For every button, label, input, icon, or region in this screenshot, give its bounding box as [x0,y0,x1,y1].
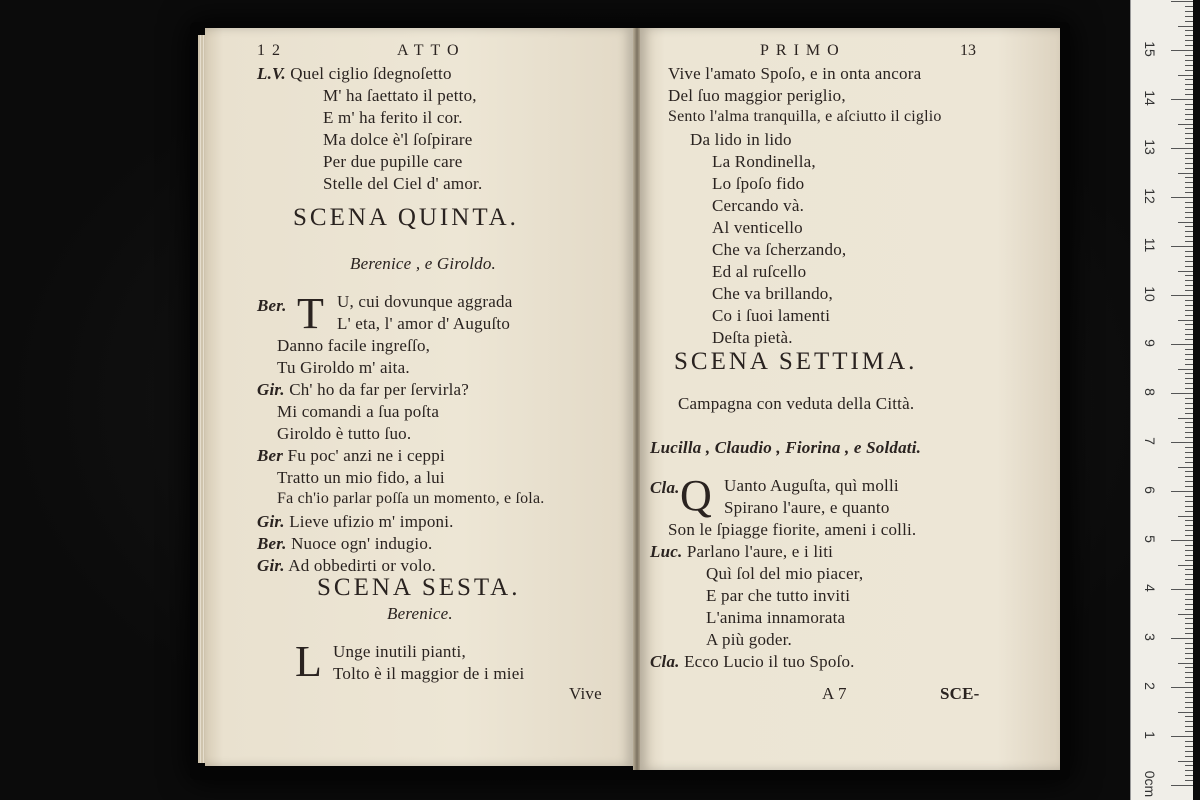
ruler-tick [1185,555,1193,556]
verse-line: Che va ſcherzando, [712,240,847,259]
ruler-label: 10 [1142,286,1158,302]
ruler-label: 4 [1142,584,1158,592]
verse-line: Unge inutili pianti, [333,642,466,661]
ruler-tick [1185,569,1193,570]
verse-line: Spirano l'aure, e quanto [724,498,890,517]
scene-characters: Lucilla , Claudio , Fiorina , e Soldati. [650,438,922,457]
ruler-tick [1185,658,1193,659]
ruler-label: 2 [1142,682,1158,690]
ruler-tick [1185,486,1193,487]
ruler-tick [1185,609,1193,610]
verse-line: Lo ſpoſo fido [712,174,805,193]
verse-line: L'anima innamorata [706,608,846,627]
ruler-tick [1171,442,1193,443]
verse-line: E m' ha ferito il cor. [323,108,463,127]
ruler-tick [1185,677,1193,678]
line-text: Fu poc' anzi ne i ceppi [287,446,445,465]
ruler-tick [1185,217,1193,218]
ruler-tick [1185,119,1193,120]
scene-heading: SCENA SESTA. [317,574,521,601]
ruler-tick [1185,408,1193,409]
ruler-tick [1185,285,1193,286]
ruler-tick [1185,261,1193,262]
ruler-tick [1185,667,1193,668]
ruler-tick [1185,403,1193,404]
ruler-tick [1185,177,1193,178]
ruler-tick [1185,672,1193,673]
ruler-label: 8 [1142,388,1158,396]
ruler-tick [1171,589,1193,590]
ruler-tick [1171,736,1193,737]
line-text: Ch' ho da far per ſervirla? [289,380,469,399]
ruler-tick [1185,187,1193,188]
verse-line [257,512,454,532]
verse-line [257,446,445,466]
ruler-tick [1185,280,1193,281]
ruler-tick [1185,447,1193,448]
drop-cap: L [295,637,322,686]
verse-line [257,534,433,554]
ruler-tick [1185,692,1193,693]
ruler-tick [1185,388,1193,389]
ruler-tick [1185,648,1193,649]
ruler-tick [1185,726,1193,727]
ruler-tick [1185,168,1193,169]
ruler-tick [1185,471,1193,472]
ruler-tick [1171,1,1193,2]
ruler-tick [1185,104,1193,105]
ruler-tick [1185,89,1193,90]
ruler-tick [1185,780,1193,781]
ruler-tick [1185,315,1193,316]
verse-line: U, cui dovunque aggrada [337,292,513,311]
line-text: Ad obbedirti or volo. [288,556,436,575]
ruler-tick [1185,128,1193,129]
ruler-tick [1185,300,1193,301]
verse-line [650,542,833,562]
ruler-label: 1 [1142,731,1158,739]
ruler-tick [1185,481,1193,482]
ruler-tick [1185,45,1193,46]
verse-line [257,380,469,400]
ruler-tick [1185,11,1193,12]
ruler-tick [1185,398,1193,399]
verse-line: Son le ſpiagge fiorite, ameni i colli. [668,520,917,539]
ruler-tick [1185,207,1193,208]
ruler-tick [1185,702,1193,703]
verse-line: M' ha ſaettato il petto, [323,86,477,105]
verse-line: Tu Giroldo m' aita. [277,358,410,377]
ruler-tick [1185,770,1193,771]
ruler-tick [1185,143,1193,144]
ruler-tick [1185,354,1193,355]
ruler-tick [1178,222,1193,223]
right-page-number: 13 [960,42,976,59]
speaker-label: L.V. [257,64,286,83]
left-page [205,28,633,766]
right-page [640,28,1060,770]
ruler-tick [1171,540,1193,541]
ruler-tick [1185,192,1193,193]
ruler-label: 12 [1142,188,1158,204]
ruler-tick [1185,716,1193,717]
verse-line: Fa ch'io parlar poſſa un momento, e ſola. [277,490,545,507]
ruler-tick [1185,775,1193,776]
ruler-label: 9 [1142,339,1158,347]
ruler-tick [1185,364,1193,365]
ruler-tick [1185,721,1193,722]
scene-heading: SCENA SETTIMA. [674,348,918,375]
verse-line: Del ſuo maggior periglio, [668,86,846,105]
ruler-tick [1185,643,1193,644]
speaker-label: Ber. [257,296,287,315]
ruler-label: 14 [1142,90,1158,106]
ruler-tick [1185,530,1193,531]
ruler-tick [1185,511,1193,512]
ruler-tick [1178,75,1193,76]
ruler-tick [1185,349,1193,350]
ruler-tick [1171,295,1193,296]
ruler-tick [1178,516,1193,517]
ruler-tick [1185,765,1193,766]
ruler-tick [1185,266,1193,267]
ruler-tick [1185,731,1193,732]
verse-line: Uanto Auguſta, quì molli [724,476,899,495]
ruler-tick [1185,550,1193,551]
ruler-tick [1185,751,1193,752]
ruler-tick [1185,746,1193,747]
ruler-tick [1171,246,1193,247]
verse-line: Stelle del Ciel d' amor. [323,174,483,193]
verse-line: Sento l'alma tranquilla, e aſciutto il ciglio [668,108,942,125]
ruler-tick [1185,427,1193,428]
ruler-tick [1185,520,1193,521]
ruler-tick [1185,334,1193,335]
verse-line: Cercando và. [712,196,805,215]
verse-line [257,556,436,576]
ruler-tick [1185,476,1193,477]
ruler-tick [1171,785,1193,786]
ruler-tick [1178,320,1193,321]
verse-line: Mi comandi a ſua poſta [277,402,440,421]
ruler-tick [1185,682,1193,683]
ruler-tick [1185,339,1193,340]
ruler-tick [1185,741,1193,742]
verse-line: Per due pupille care [323,152,463,171]
verse-line: Ma dolce è'l ſoſpirare [323,130,473,149]
ruler-tick [1185,236,1193,237]
ruler-label: 15 [1142,41,1158,57]
verse-line: Da lido in lido [690,130,792,149]
verse-line: Che va brillando, [712,284,833,303]
ruler-tick [1185,40,1193,41]
speaker-label: Ber. [257,534,287,553]
ruler-tick [1185,109,1193,110]
ruler-tick [1185,329,1193,330]
ruler-label: 11 [1142,237,1158,253]
ruler-tick [1185,383,1193,384]
ruler-tick [1185,138,1193,139]
verse-line: L' eta, l' amor d' Auguſto [337,314,511,333]
speaker-label: Gir. [257,556,285,575]
ruler-tick [1185,30,1193,31]
ruler-tick [1185,437,1193,438]
ruler-tick [1185,35,1193,36]
ruler-tick [1185,623,1193,624]
verse-line [257,64,452,84]
ruler-tick [1178,467,1193,468]
ruler-tick [1185,60,1193,61]
ruler-tick [1185,241,1193,242]
ruler-tick [1185,202,1193,203]
ruler-tick [1185,70,1193,71]
ruler-tick [1185,21,1193,22]
ruler-tick [1185,256,1193,257]
ruler-tick [1185,251,1193,252]
ruler-tick [1185,633,1193,634]
left-running-head: ATTO [397,42,466,59]
ruler-tick [1185,290,1193,291]
ruler-tick [1171,197,1193,198]
ruler-tick [1171,491,1193,492]
verse-line: Danno facile ingreſſo, [277,336,431,355]
ruler-tick [1185,55,1193,56]
ruler-tick [1185,231,1193,232]
ruler-tick [1185,432,1193,433]
ruler-tick [1178,663,1193,664]
ruler-tick [1185,413,1193,414]
verse-line: Quì ſol del mio piacer, [706,564,864,583]
verse-line: Giroldo è tutto ſuo. [277,424,412,443]
ruler-label: 0cm [1142,770,1158,798]
speaker-label: Ber [257,446,284,465]
ruler-tick [1185,305,1193,306]
ruler-tick [1178,26,1193,27]
drop-cap: Q [680,471,712,520]
verse-line: La Rondinella, [712,152,816,171]
ruler-label: 3 [1142,633,1158,641]
ruler-tick [1185,163,1193,164]
scene-heading: SCENA QUINTA. [293,204,519,231]
ruler-tick [1178,614,1193,615]
catchword: Vive [569,684,602,703]
ruler-tick [1178,712,1193,713]
verse-line: Deſta pietà. [712,328,793,347]
ruler-tick [1185,574,1193,575]
ruler-tick [1171,687,1193,688]
ruler-tick [1185,422,1193,423]
ruler-tick [1178,124,1193,125]
ruler-tick [1185,182,1193,183]
ruler-tick [1178,761,1193,762]
ruler-tick [1185,79,1193,80]
verse-line: Ed al ruſcello [712,262,807,281]
signature-mark: A 7 [822,684,847,703]
verse-line: Co i ſuoi lamenti [712,306,831,325]
ruler-tick [1185,378,1193,379]
ruler-label: 6 [1142,486,1158,494]
ruler-tick [1185,535,1193,536]
ruler-tick [1185,501,1193,502]
ruler-tick [1185,212,1193,213]
catchword: SCE- [940,684,980,703]
ruler-tick [1185,653,1193,654]
ruler-tick [1185,452,1193,453]
ruler-tick [1185,133,1193,134]
ruler-tick [1171,638,1193,639]
ruler-tick [1171,99,1193,100]
speaker-label: Cla. [650,478,680,497]
ruler-tick [1185,525,1193,526]
ruler-tick [1185,584,1193,585]
ruler-tick [1185,545,1193,546]
ruler-tick [1185,94,1193,95]
speaker-label: Cla. [650,652,680,671]
line-text: Ecco Lucio il tuo Spoſo. [684,652,855,671]
ruler-tick [1171,393,1193,394]
verse-line [650,652,855,672]
speaker-label: Luc. [650,542,683,561]
line-text: Quel ciglio ſdegnoſetto [290,64,452,83]
ruler-tick [1185,579,1193,580]
ruler-tick [1185,462,1193,463]
ruler-tick [1185,84,1193,85]
ruler-tick [1185,707,1193,708]
ruler-tick [1185,599,1193,600]
ruler-tick [1185,65,1193,66]
measuring-ruler [1130,0,1193,800]
ruler-tick [1178,565,1193,566]
ruler-tick [1185,506,1193,507]
ruler-label: 13 [1142,139,1158,155]
verse-line: Al venticello [712,218,803,237]
ruler-tick [1178,369,1193,370]
ruler-tick [1185,373,1193,374]
ruler-tick [1185,226,1193,227]
ruler-tick [1185,496,1193,497]
scene-setting: Campagna con veduta della Città. [678,394,915,413]
ruler-tick [1185,457,1193,458]
ruler-tick [1185,628,1193,629]
ruler-tick [1185,756,1193,757]
ruler-label: 7 [1142,437,1158,445]
drop-cap: T [297,289,324,338]
ruler-tick [1171,50,1193,51]
verse-line: A più goder. [706,630,792,649]
ruler-tick [1185,618,1193,619]
ruler-tick [1171,344,1193,345]
right-running-head: PRIMO [760,42,846,59]
left-page-number: 12 [257,42,287,59]
verse-line: E par che tutto inviti [706,586,851,605]
verse-line: Tolto è il maggior de i miei [333,664,525,683]
speaker-label: Gir. [257,512,285,531]
ruler-tick [1178,418,1193,419]
line-text: Nuoce ogn' indugio. [291,534,433,553]
ruler-tick [1178,271,1193,272]
ruler-tick [1185,275,1193,276]
speaker-label: Gir. [257,380,285,399]
ruler-tick [1185,604,1193,605]
line-text: Lieve ufizio m' imponi. [289,512,454,531]
scene-characters: Berenice , e Giroldo. [350,254,496,273]
ruler-tick [1185,324,1193,325]
verse-line: Tratto un mio fido, a lui [277,468,445,487]
ruler-tick [1185,359,1193,360]
ruler-tick [1178,173,1193,174]
scene-characters: Berenice. [387,604,453,623]
line-text: Parlano l'aure, e i liti [686,542,834,561]
ruler-tick [1185,6,1193,7]
ruler-label: 5 [1142,535,1158,543]
ruler-tick [1185,560,1193,561]
ruler-tick [1185,16,1193,17]
ruler-tick [1185,310,1193,311]
ruler-tick [1185,114,1193,115]
verse-line: Vive l'amato Spoſo, e in onta ancora [668,64,922,83]
ruler-tick [1185,697,1193,698]
ruler-tick [1185,153,1193,154]
ruler-tick [1185,158,1193,159]
ruler-tick [1171,148,1193,149]
ruler-tick [1185,594,1193,595]
